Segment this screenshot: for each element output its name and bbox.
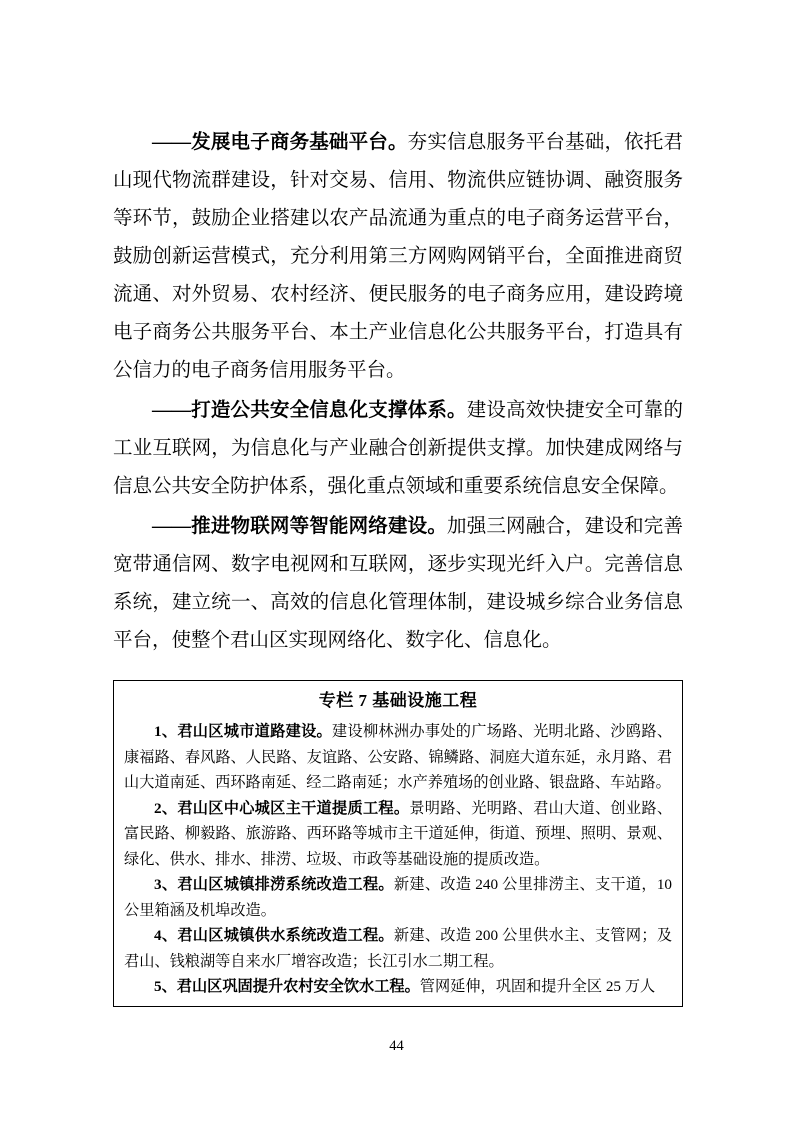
page-number: 44 [389,1038,404,1054]
callout-item-text: 建设柳林洲办事处的广场路、光明北路、沙鸥路、康福路、春风路、人民路、友谊路、公安路、锦鳞路、洞庭大道东延，永月路、君山大道南延、西环路南延、经二路南延；水产养殖场的创业路、银盘路、车站路。 [124,723,673,791]
paragraph [113,392,683,506]
callout-item [124,923,672,974]
callout-item-text: 管网延伸，巩固和提升全区 25 万人 [419,978,656,995]
callout-box-title: 专栏 7 基础设施工程 [318,691,478,710]
callout-item-lead: 3、君山区城镇排涝系统改造工程。 [154,876,394,893]
callout-box [113,680,683,1007]
paragraph-text: 建设高效快捷安全可靠的工业互联网，为信息化与产业融合创新提供支撑。加快建成网络与信息公共安全防护体系，强化重点领域和重要系统信息安全保障。 [113,400,683,497]
paragraph-lead: ——发展电子商务基础平台。 [152,132,408,153]
callout-item-lead: 2、君山区中心城区主干道提质工程。 [154,799,410,817]
callout-item-text: 新建、改造 240 公里排涝主、支干道，10 公里箱涵及机埠改造。 [124,876,673,919]
callout-item-lead: 5、君山区巩固提升农村安全饮水工程。 [154,978,420,995]
callout-item-lead: 1、君山区城市道路建设。 [154,723,333,740]
paragraph-lead: ——打造公共安全信息化支撑体系。 [152,400,467,421]
callout-item [124,974,672,1000]
callout-box-body [114,719,682,1006]
callout-item-lead: 4、君山区城镇供水系统改造工程。 [154,927,394,944]
paragraph-text: 加强三网融合，建设和完善宽带通信网、数字电视网和互联网，逐步实现光纤入户。完善信息系统，建立统一、高效的信息化管理体制，建设城乡综合业务信息平台，使整个君山区实现网络化、数字化、信息化。 [113,516,683,651]
callout-item [124,872,672,923]
paragraph [113,508,683,660]
paragraph [113,124,683,390]
callout-item-text: 景明路、光明路、君山大道、创业路、富民路、柳毅路、旅游路、西环路等城市主干道延伸，街道、预埋、照明、景观、绿化、供水、排水、排涝、垃圾、市政等基础设施的提质改造。 [124,799,673,868]
callout-item [124,796,672,873]
callout-item [124,719,672,796]
paragraph-text: 夯实信息服务平台基础，依托君山现代物流群建设，针对交易、信用、物流供应链协调、融资服务等环节，鼓励企业搭建以农产品流通为重点的电子商务运营平台，鼓励创新运营模式，充分利用第三方网购网销平台，全面推进商贸流通、对外贸易、农村经济、便民服务的电子商务应用，建设跨境电子商务公共服务平台、本土产业信息化公共服务平台，打造具有公信力的电子商务信用服务平台。 [113,132,683,381]
page-content [113,124,683,1007]
callout-item-text: 新建、改造 200 公里供水主、支管网；及君山、钱粮湖等自来水厂增容改造；长江引水二期工程。 [124,927,673,970]
paragraph-lead: ——推进物联网等智能网络建设。 [152,516,448,537]
